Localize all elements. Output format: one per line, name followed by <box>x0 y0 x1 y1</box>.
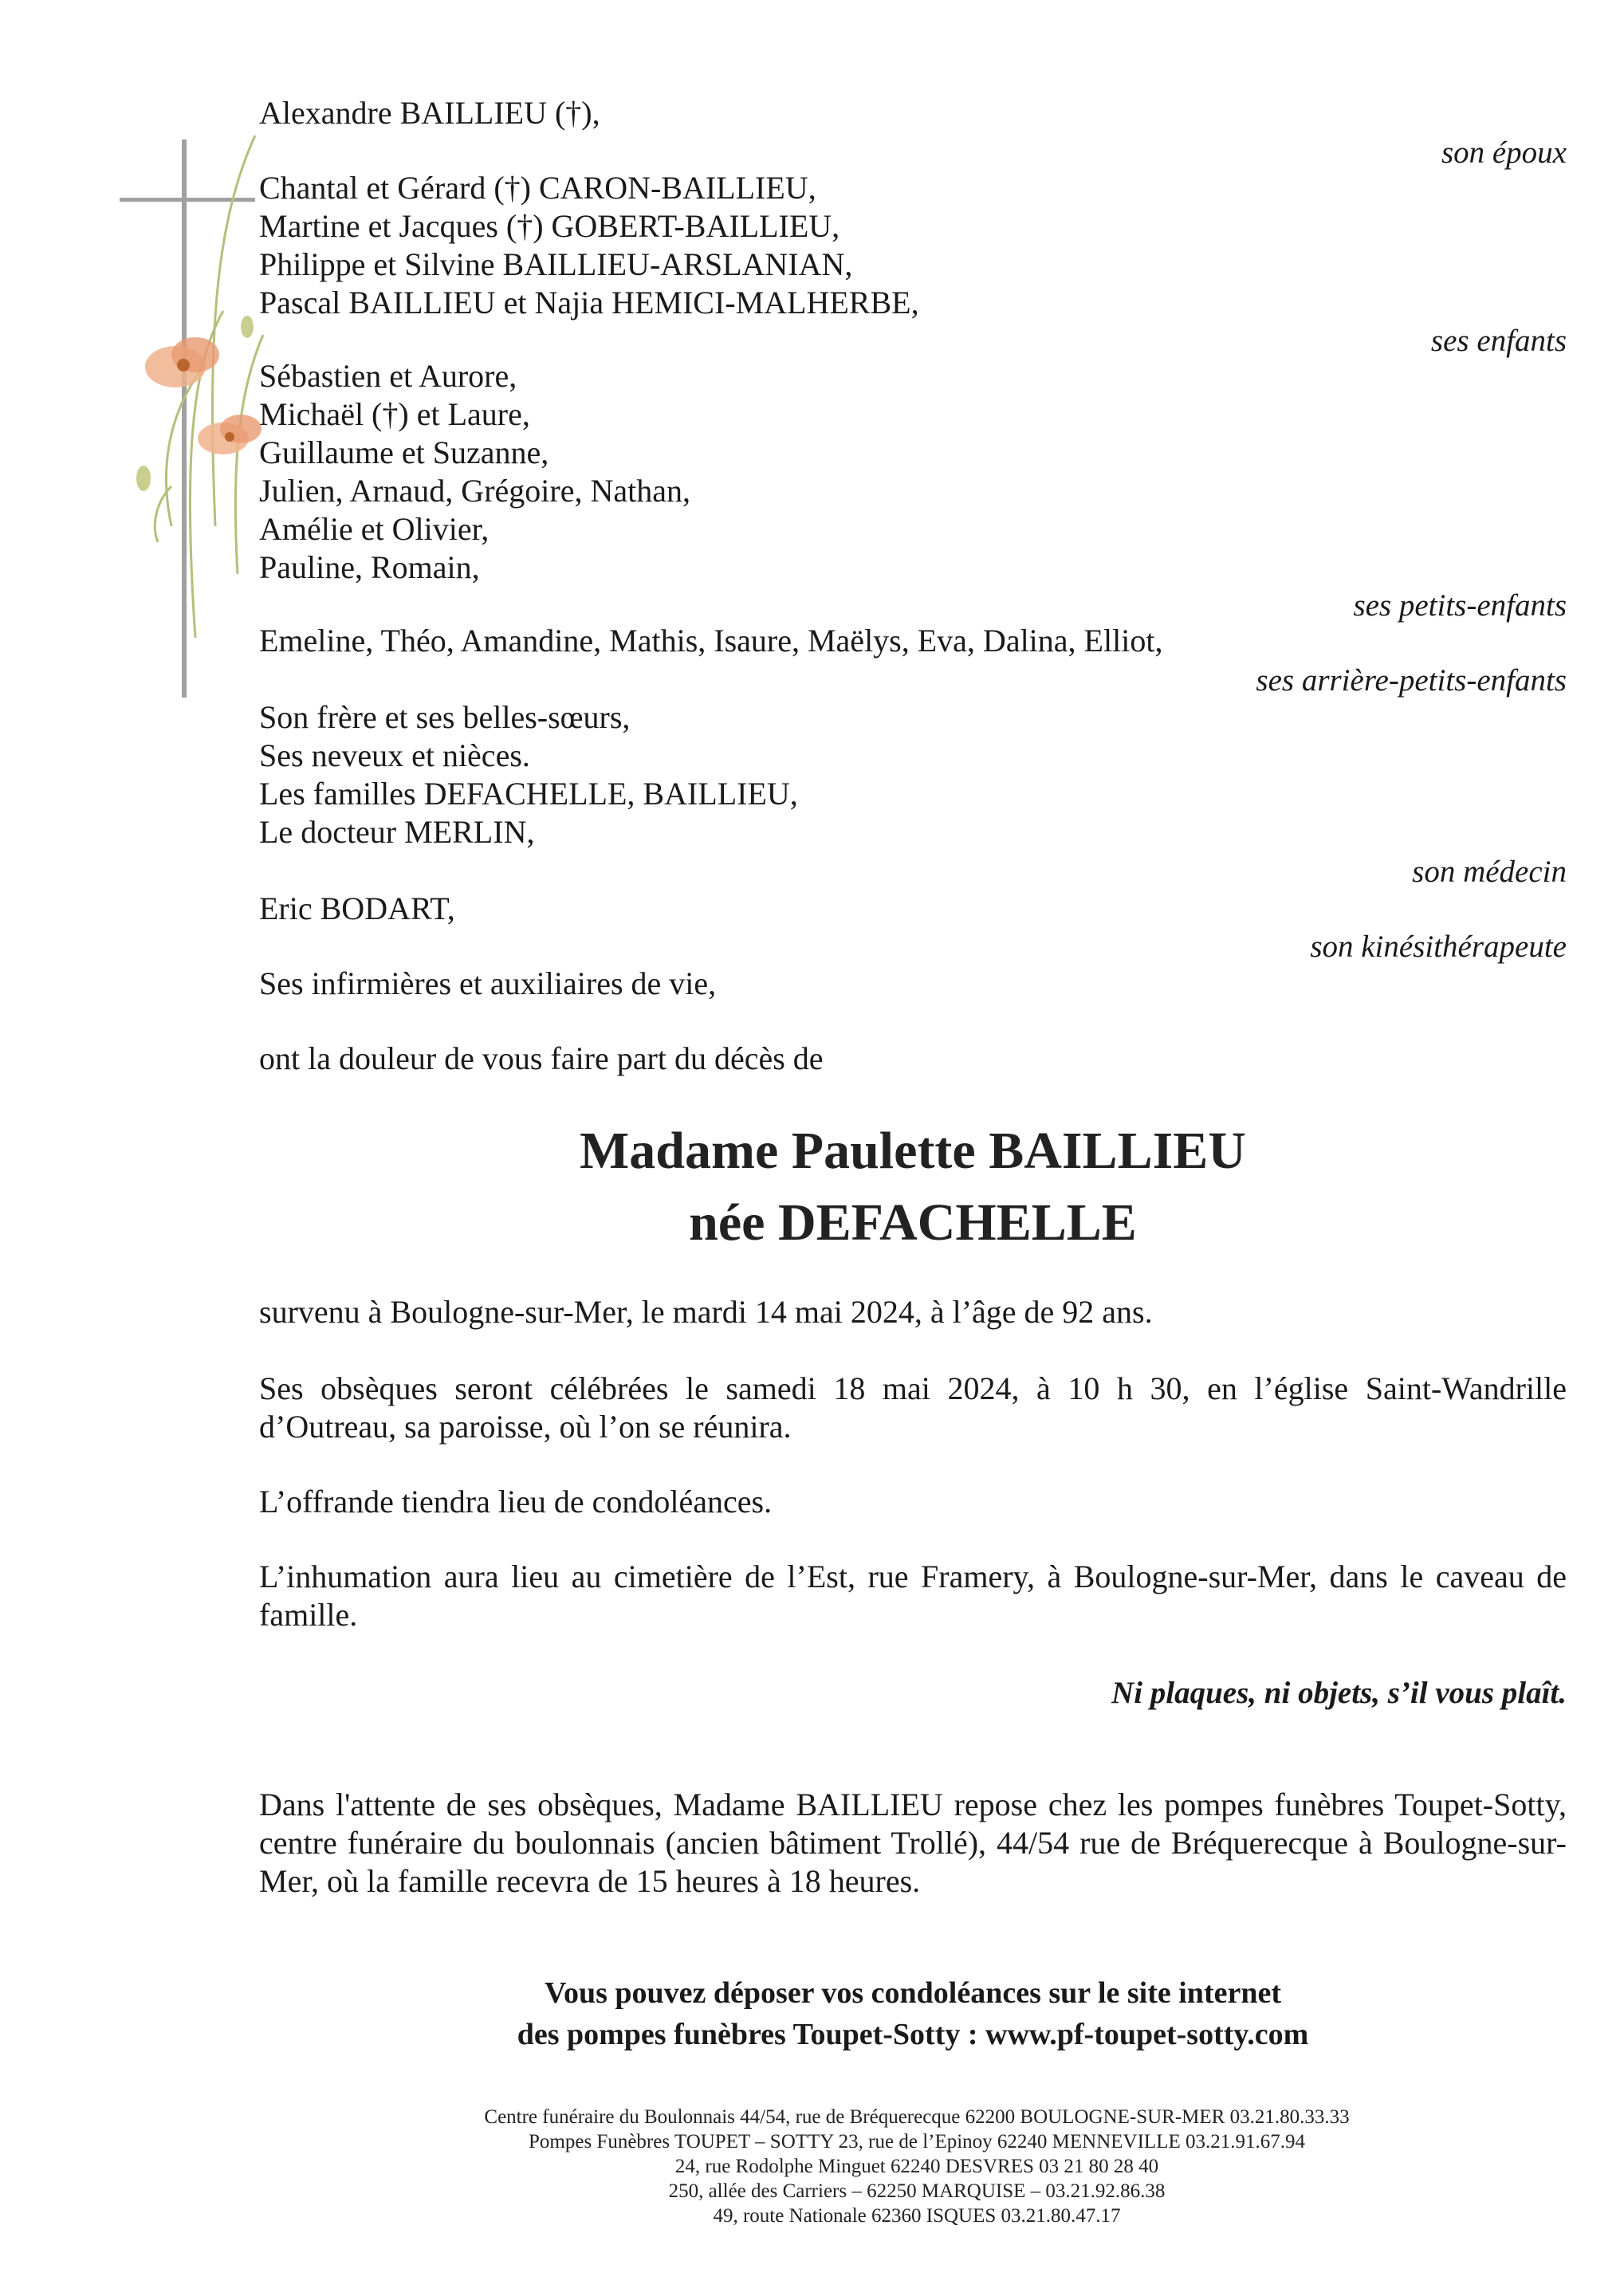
funeral-home-footer <box>351 2105 1483 2228</box>
child-line: Philippe et Silvine BAILLIEU-ARSLANIAN, <box>259 246 853 282</box>
deceased-maiden-name: née DEFACHELLE <box>689 1193 1137 1252</box>
burial-details: L’inhumation aura lieu au cimetière de l’Est, rue Framery, à Boulogne-sur-Mer, dans le caveau de famille. <box>259 1559 1567 1633</box>
grandchild-line: Sébastien et Aurore, <box>259 358 517 394</box>
great-grandchild-line: Emeline, Théo, Amandine, Mathis, Isaure, Maëlys, Eva, Dalina, Elliot, <box>259 623 1163 659</box>
spouse-name: Alexandre BAILLIEU (†), <box>259 95 600 131</box>
condolences-line: Vous pouvez déposer vos condoléances sur le site internet <box>545 1976 1281 2010</box>
grandchild-line: Guillaume et Suzanne, <box>259 434 549 470</box>
poppy-flower-icon <box>198 415 261 454</box>
relative-line: Les familles DEFACHELLE, BAILLIEU, <box>259 776 798 812</box>
great-grandchildren-block <box>259 622 1162 660</box>
poppy-flower-icon <box>145 337 219 387</box>
physio-name: Eric BODART, <box>259 890 455 926</box>
nurses-block <box>259 965 716 1003</box>
footer-line: 24, rue Rodolphe Minguet 62240 DESVRES 03 21 80 28 40 <box>674 2156 1159 2177</box>
condolences-note <box>259 1972 1567 2055</box>
great-grandchildren-label: ses arrière-petits-enfants <box>1256 663 1567 698</box>
physio-block <box>259 890 455 928</box>
grandchildren-label: ses petits-enfants <box>1353 588 1567 623</box>
announcement-text: ont la douleur de vous faire part du décès de <box>259 1040 824 1076</box>
deceased-name: Madame Paulette BAILLIEU <box>580 1122 1246 1180</box>
grandchild-line: Michaël (†) et Laure, <box>259 396 530 432</box>
funeral-details: Ses obsèques seront célébrées le samedi 18 mai 2024, à 10 h 30, en l’église Saint-Wandrille d’Outreau, sa paroisse, où l’on se réunira. <box>259 1370 1567 1445</box>
footer-line: Centre funéraire du Boulonnais 44/54, rue de Bréquerecque 62200 BOULOGNE-SUR-MER 03.21.80.33.33 <box>484 2106 1350 2128</box>
footer-line: Pompes Funèbres TOUPET – SOTTY 23, rue de l’Epinoy 62240 MENNEVILLE 03.21.91.67.94 <box>529 2131 1305 2152</box>
death-details: survenu à Boulogne-sur-Mer, le mardi 14 mai 2024, à l’âge de 92 ans. <box>259 1294 1153 1330</box>
relative-line: Le docteur MERLIN, <box>259 814 535 850</box>
children-label: ses enfants <box>1430 324 1567 358</box>
footer-line: 49, route Nationale 62360 ISQUES 03.21.80.47.17 <box>713 2205 1121 2227</box>
nurses-line: Ses infirmières et auxiliaires de vie, <box>259 965 717 1001</box>
grandchild-line: Amélie et Olivier, <box>259 511 490 547</box>
no-flowers-note: Ni plaques, ni objets, s’il vous plaît. <box>1111 1676 1567 1710</box>
child-line: Martine et Jacques (†) GOBERT-BAILLIEU, <box>259 208 840 244</box>
child-line: Pascal BAILLIEU et Najia HEMICI-MALHERBE, <box>259 285 919 320</box>
relative-line: Ses neveux et nièces. <box>259 737 530 773</box>
physio-label: son kinésithérapeute <box>1310 930 1567 964</box>
grandchild-line: Pauline, Romain, <box>259 549 480 585</box>
offering-text: L’offrande tiendra lieu de condoléances. <box>259 1484 773 1520</box>
relative-line: Son frère et ses belles-sœurs, <box>259 699 631 735</box>
grandchild-line: Julien, Arnaud, Grégoire, Nathan, <box>259 473 690 509</box>
spouse-label: son époux <box>1441 136 1567 170</box>
repose-details: Dans l'attente de ses obsèques, Madame BAILLIEU repose chez les pompes funèbres Toupet-Sotty, centre funéraire du boulonnais (ancien bâtiment Trollé), 44/54 rue de Bréquerecque à Boulogne-sur-Mer, où la famille recevra de 15 heures à 18 heures. <box>259 1787 1567 1899</box>
spouse-block <box>259 94 600 132</box>
child-line: Chantal et Gérard (†) CARON-BAILLIEU, <box>259 170 816 206</box>
other-relatives-block <box>259 698 798 851</box>
footer-line: 250, allée des Carriers – 62250 MARQUISE – 03.21.92.86.38 <box>668 2180 1166 2202</box>
condolences-website-line: des pompes funèbres Toupet-Sotty : www.pf-toupet-sotty.com <box>517 2018 1309 2051</box>
doctor-label: son médecin <box>1412 855 1567 889</box>
children-block <box>259 169 919 322</box>
grandchildren-block <box>259 357 690 587</box>
